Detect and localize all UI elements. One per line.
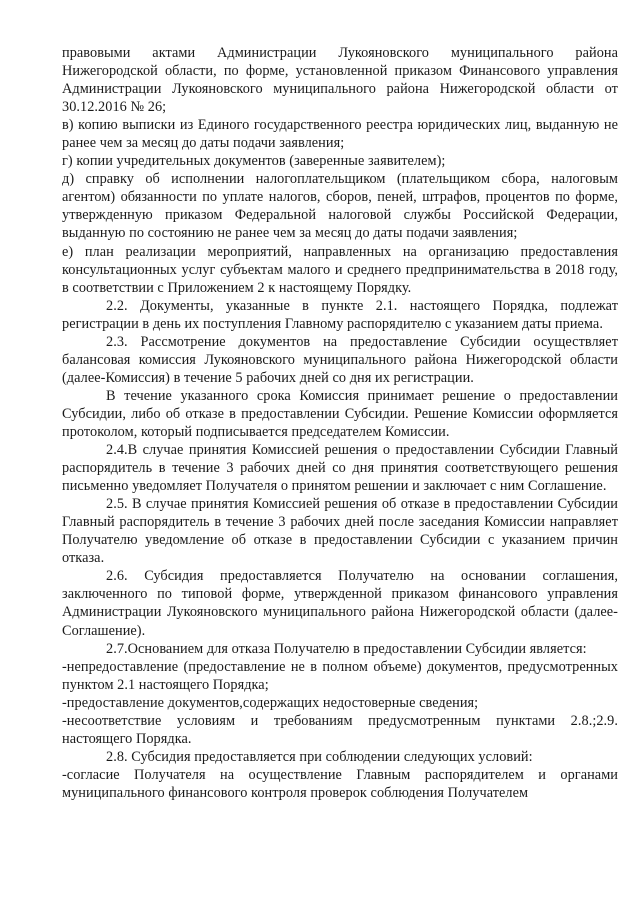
document-body (62, 44, 618, 802)
paragraph-2-7-item-3: -несоответствие условиям и требованиям предусмотренным пунктами 2.8.;2.9. настоящего Порядка. (62, 712, 618, 747)
paragraph-2-2: 2.2. Документы, указанные в пункте 2.1. настоящего Порядка, подлежат регистрации в день их поступления Главному распорядителю с указанием даты приема. (62, 297, 618, 332)
paragraph-2-5: 2.5. В случае принятия Комиссией решения об отказе в предоставлении Субсидии Главный распорядитель в течение 3 рабочих дней после заседания Комиссии направляет Получателю уведомление об отказе в предоставлении Субсидии с указанием причин отказа. (62, 496, 618, 567)
paragraph-2-3: 2.3. Рассмотрение документов на предоставление Субсидии осуществляет балансовая комиссия Лукояновского муниципального района Нижегородской области (далее-Комиссия) в течение 5 рабочих дней со дня их регистрации. (62, 333, 618, 386)
paragraph-2-8: 2.8. Субсидия предоставляется при соблюдении следующих условий: (106, 748, 533, 765)
paragraph-2-4: 2.4.В случае принятия Комиссией решения о предоставлении Субсидии Главный распорядитель в течение 3 рабочих дней со дня принятия соответствующего решения письменно уведомляет Получателя о принятом решении и заключает с ним Соглашение. (62, 442, 618, 495)
paragraph-2-3-cont: В течение указанного срока Комиссия принимает решение о предоставлении Субсидии, либо об отказе в предоставлении Субсидии. Решение Комиссии оформляется протоколом, который подписывается председателем Комиссии. (62, 387, 618, 440)
paragraph-2-7-item-1: -непредоставление (предоставление не в полном объеме) документов, предусмотренных пунктом 2.1 настоящего Порядка; (62, 658, 618, 693)
paragraph-item-e: е) план реализации мероприятий, направленных на организацию предоставления консультационных услуг субъектам малого и среднего предпринимательства в 2018 году, в соответствии с Приложением 2 к настоящему Порядку. (62, 243, 618, 296)
paragraph-pravovymi: правовыми актами Администрации Лукояновского муниципального района Нижегородской области, по форме, установленной приказом Финансового управления Администрации Лукояновского муниципального района Нижегородской области от 30.12.2016 № 26; (62, 45, 618, 116)
paragraph-item-v: в) копию выписки из Единого государственного реестра юридических лиц, выданную не ранее чем за месяц до даты подачи заявления; (62, 117, 618, 152)
paragraph-2-7-item-2: -предоставление документов,содержащих недостоверные сведения; (62, 694, 479, 711)
paragraph-2-8-item-1: -согласие Получателя на осуществление Главным распорядителем и органами муниципального финансового контроля проверок соблюдения Получателем (62, 766, 618, 801)
paragraph-2-7: 2.7.Основанием для отказа Получателю в предоставлении Субсидии является: (106, 640, 587, 657)
paragraph-2-6: 2.6. Субсидия предоставляется Получателю на основании соглашения, заключенного по типовой форме, утвержденной приказом финансового управления Администрации Лукояновского муниципального района Нижегородской области (далее-Соглашение). (62, 568, 618, 639)
paragraph-item-g: г) копии учредительных документов (заверенные заявителем); (62, 153, 446, 170)
paragraph-item-d: д) справку об исполнении налогоплательщиком (плательщиком сбора, налоговым агентом) обязанности по уплате налогов, сборов, пеней, штрафов, процентов по форме, утвержденную приказом Федеральной налоговой службы Российской Федерации, выданную по состоянию не ранее чем за месяц до даты подачи заявления; (62, 171, 618, 242)
